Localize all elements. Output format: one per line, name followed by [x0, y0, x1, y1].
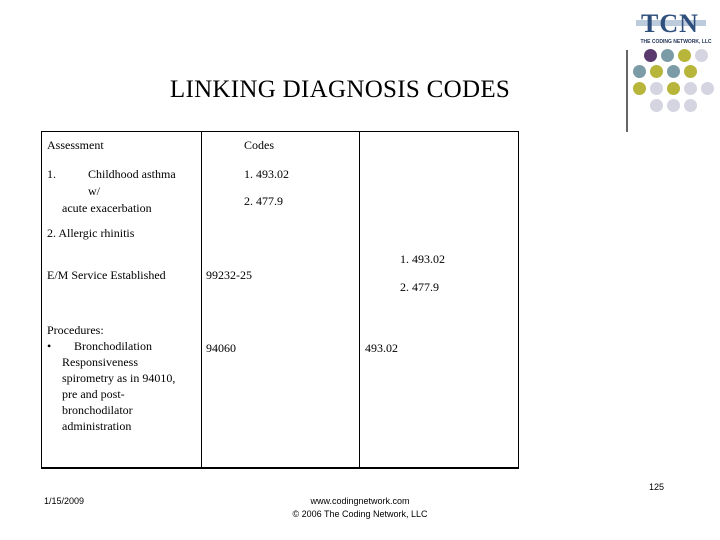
- dot: [633, 82, 646, 95]
- dot: [667, 65, 680, 78]
- diagnosis-number: 1.: [47, 167, 56, 181]
- procedures-label: Procedures:: [47, 323, 104, 337]
- procedure-cpt-code: 94060: [206, 341, 236, 355]
- column-divider: [201, 240, 202, 467]
- bullet: •: [47, 339, 52, 353]
- dot: [633, 65, 646, 78]
- dot: [650, 65, 663, 78]
- dot: [661, 49, 674, 62]
- diagnosis-line: Childhood asthma: [88, 167, 176, 181]
- diagnosis-code: 2. 477.9: [244, 194, 283, 208]
- dot: [701, 82, 714, 95]
- dot: [684, 99, 697, 112]
- page-title: LINKING DIAGNOSIS CODES: [169, 76, 511, 103]
- em-linked-dx: 2. 477.9: [400, 280, 439, 294]
- decorative-divider: [626, 50, 628, 132]
- codes-header: Codes: [244, 138, 274, 152]
- dot: [684, 82, 697, 95]
- procedure-name: Bronchodilation: [74, 339, 152, 353]
- secondary-diagnosis: 2. Allergic rhinitis: [47, 226, 135, 240]
- dot: [684, 65, 697, 78]
- dot: [650, 99, 663, 112]
- dot: [678, 49, 691, 62]
- dot: [650, 82, 663, 95]
- logo-subtitle: THE CODING NETWORK, LLC: [640, 39, 712, 45]
- assessment-header: Assessment: [47, 138, 104, 152]
- em-service-label: E/M Service Established: [47, 268, 166, 282]
- procedure-line: Responsiveness: [62, 355, 138, 369]
- procedure-line: spirometry as in 94010,: [62, 371, 176, 385]
- dot: [667, 99, 680, 112]
- footer-copyright: © 2006 The Coding Network, LLC: [292, 509, 428, 519]
- dot: [667, 82, 680, 95]
- em-linked-dx: 1. 493.02: [400, 252, 445, 266]
- page-number: 125: [649, 482, 665, 492]
- procedure-line: bronchodilator: [62, 403, 133, 417]
- dot: [644, 49, 657, 62]
- column-divider: [359, 240, 360, 467]
- diagnosis-line: acute exacerbation: [62, 201, 152, 215]
- procedure-linked-dx: 493.02: [365, 341, 398, 355]
- procedure-line: pre and post-: [62, 387, 125, 401]
- diagnosis-code: 1. 493.02: [244, 167, 289, 181]
- column-divider: [359, 131, 360, 240]
- footer-url: www.codingnetwork.com: [310, 496, 410, 506]
- diagnosis-line: w/: [88, 184, 100, 198]
- logo-text: TCN: [641, 9, 699, 38]
- em-cpt-code: 99232-25: [206, 268, 252, 282]
- column-divider: [201, 131, 202, 240]
- dot: [695, 49, 708, 62]
- tcn-logo: [628, 8, 720, 48]
- footer-date: 1/15/2009: [44, 496, 85, 506]
- procedure-line: administration: [62, 419, 132, 433]
